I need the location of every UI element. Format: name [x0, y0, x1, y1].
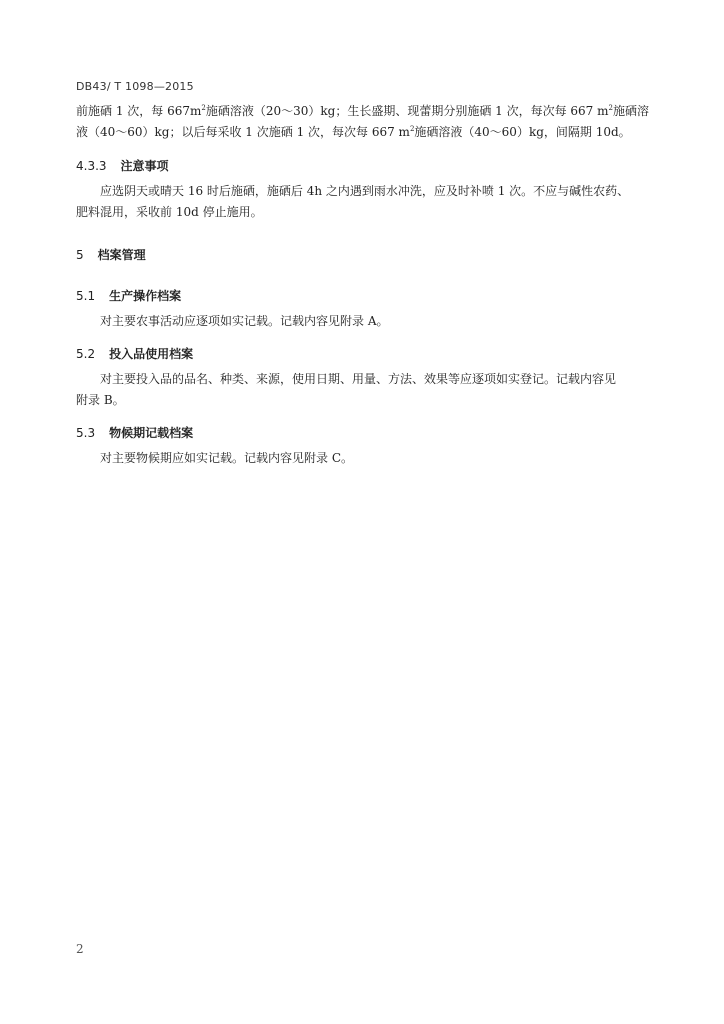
section-heading-5-2 — [76, 345, 193, 362]
section-title: 档案管理 — [97, 248, 146, 262]
section-title: 物候期记载档案 — [109, 426, 194, 440]
page-number: 2 — [76, 942, 84, 956]
section-number: 5.2 — [76, 347, 96, 361]
section-heading-4-3-3 — [76, 157, 169, 174]
body-line: 应选阴天或晴天 16 时后施硒，施硒后 4h 之内遇到雨水冲洗，应及时补喷 1 次。不应与碱性农药、 — [100, 184, 630, 198]
text-fragment: 施硒溶液（40～60）kg，间隔期 10d。 — [414, 125, 631, 139]
section-number: 5 — [76, 248, 84, 262]
section-heading-5 — [76, 246, 146, 263]
section-title: 注意事项 — [120, 159, 169, 173]
section-heading-5-1 — [76, 287, 181, 304]
superscript: 2 — [608, 104, 613, 112]
body-line: 对主要投入品的品名、种类、来源，使用日期、用量、方法、效果等应逐项如实登记。记载内容见 — [100, 372, 617, 386]
section-body-5-3 — [76, 448, 656, 469]
section-heading-5-3 — [76, 424, 193, 441]
body-line: 对主要物候期应如实记载。记载内容见附录 C。 — [100, 451, 353, 465]
section-number: 5.3 — [76, 426, 96, 440]
superscript: 2 — [409, 125, 415, 133]
text-fragment: 前施硒 1 次，每 667m — [76, 104, 202, 118]
continuation-paragraph — [76, 101, 656, 143]
superscript: 2 — [201, 104, 206, 112]
section-body-5-1 — [76, 311, 656, 332]
text-fragment: 施硒溶 — [612, 104, 649, 118]
body-line: 对主要农事活动应逐项如实记载。记载内容见附录 A。 — [100, 314, 389, 328]
continuation-line-2 — [76, 122, 656, 143]
body-line: 附录 B。 — [76, 393, 125, 407]
section-body-4-3-3 — [76, 181, 656, 223]
section-body-5-2 — [76, 369, 656, 411]
section-number: 4.3.3 — [76, 159, 107, 173]
body-line: 肥料混用，采收前 10d 停止施用。 — [76, 205, 263, 219]
continuation-line-1 — [76, 101, 656, 122]
standard-code-header: DB43/ T 1098—2015 — [76, 80, 194, 93]
section-number: 5.1 — [76, 289, 96, 303]
text-fragment: 施硒溶液（20～30）kg；生长盛期、现蕾期分别施硒 1 次，每次每 667 m — [205, 104, 609, 118]
text-fragment: 液（40～60）kg；以后每采收 1 次施硒 1 次，每次每 667 m — [76, 125, 410, 139]
section-title: 投入品使用档案 — [109, 347, 194, 361]
section-title: 生产操作档案 — [109, 289, 182, 303]
